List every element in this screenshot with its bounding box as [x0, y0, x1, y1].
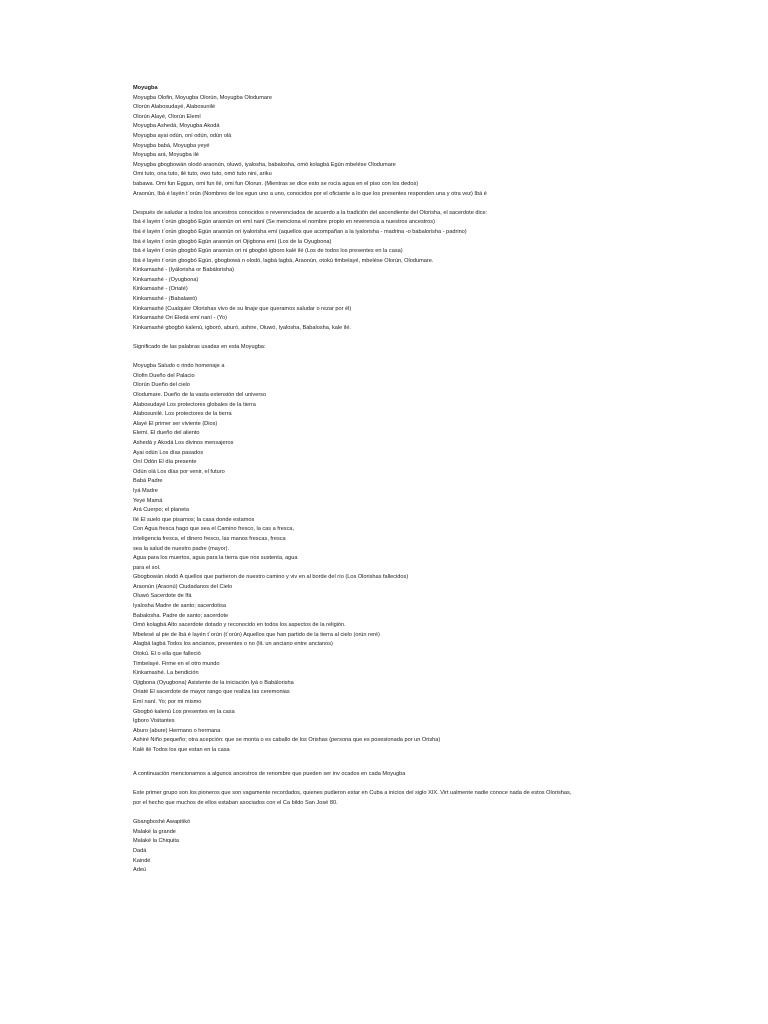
text-line: Oluwó Sacerdote de Ifá — [133, 593, 192, 600]
ancestor-salutation — [133, 209, 753, 334]
text-line: Kalé ilé Todos los que estan en la casa — [133, 746, 230, 753]
text-line: Alabosunilé. Los protectores de la tierra — [133, 411, 232, 418]
text-line: Iyá Madre — [133, 487, 158, 494]
text-line: Olorún Dueño del cielo — [133, 382, 190, 389]
pioneers-paragraph — [133, 789, 753, 808]
text-line: Ojigbona (Oyugbona) Asistente de la iniciación Iyá o Babálorisha — [133, 679, 294, 686]
paragraph-gap — [133, 809, 753, 819]
text-line: Adeú — [133, 867, 147, 874]
text-line: Omó kolagbá Alto sacerdote dotado y reconocido en todos los aspectos de la religión. — [133, 622, 346, 629]
text-line: Babalosha. Padre de santo; sacerdote — [133, 612, 229, 619]
text-line: Con Agua fresca hago que sea el Camino fresco, la cas a fresca, — [133, 526, 295, 533]
text-line: Oriaté El sacerdote de mayor rango que realiza las ceremonias — [133, 689, 290, 696]
text-line: Ashedá y Akodá Los divinos mensajeros — [133, 439, 234, 446]
text-line: Gbangboshé Awapitikó — [133, 819, 191, 826]
paragraph-gap — [133, 333, 753, 343]
text-line: Moyugba babá, Moyugba yeyé — [133, 142, 210, 149]
text-line: Dadá — [133, 847, 147, 854]
text-line: Araonún, Ibá é layén t´orún (Nombres de los egun uno a uno, conocidos por el oficiante a lo que los presentes responden una y otra vez) Ibá é — [133, 190, 487, 197]
text-line: inteligencia fresca, el dinero fresco, las manos frescas, fresca — [133, 535, 286, 542]
text-line: Mbelesé al pie de Ibá é layén t´orún (t´orún) Aquellos que han partido de la tierra al cielo (orún reré) — [133, 631, 380, 638]
text-line: Aburo (abure) Hermano o hermana — [133, 727, 221, 734]
text-line: Moyugba Ashedá, Moyugba Akodá — [133, 123, 220, 130]
paragraph-gap — [133, 353, 753, 363]
text-line: Agua para los muertos, agua para la tierra que nos sustenta, agua — [133, 555, 298, 562]
text-line: Moyugba ará, Moyugba ilé — [133, 152, 199, 159]
text-line: Omi tuto, ona tuto, ilé tuto, owo tuto, omó tuto nini, ariku — [133, 171, 272, 178]
text-line: para el sol. — [133, 564, 161, 571]
paragraph-gap — [133, 780, 753, 790]
text-line: Elemí. El dueño del aliento — [133, 430, 200, 437]
text-line: Ará Cuerpo; el planeta — [133, 507, 189, 514]
text-line: Oní Odón El día presente — [133, 459, 197, 466]
text-line: Igboro Visitantes — [133, 718, 175, 725]
text-line: Kinkamashé - (Oyugbona) — [133, 276, 199, 283]
text-line: Olodumare. Dueño de la vasta extensión del universo — [133, 392, 267, 398]
document-title: Moyugba — [133, 85, 158, 91]
text-line: Moyugba ayai odún, oní odún, odún olá — [133, 132, 232, 139]
paragraph-gap — [133, 199, 753, 209]
text-line: Kinkamashé Ori Eledá emí naní - (Yo) — [133, 315, 227, 322]
text-line: Kinkamashé. La bendición — [133, 670, 199, 677]
text-line: Ibá é layén t´orún gbogbó Egún araonún ori ni gbogbó igboro kalé ilé (Los de todos los presentes en la casa) — [133, 248, 403, 255]
text-line: Moyugba Saludo o rindo homenaje a — [133, 363, 225, 370]
text-line: Kaindé — [133, 857, 151, 864]
moyugba-invocation — [133, 94, 753, 200]
text-line: Olorún Alabosudayé, Alabosunilé — [133, 104, 216, 111]
text-line: Moyugba gbogbowán olodó araonún, oluwó, iyalosha, babalosha, omó kolagbá Egún mbelése Olodumare — [133, 161, 396, 168]
ancestors-intro — [133, 770, 753, 780]
glossary-list — [133, 362, 753, 755]
text-line: Kinkamashé gbogbó kalenú, igboró, aburó, ashire, Oluwó, Iyalosha, Babalosha, kale ilé. — [133, 324, 351, 331]
text-line: Gbogbowán olodó A quellos que partieron de nuestro camino y viv en al borde del río (Los Olorishas fallecidos) — [133, 574, 409, 581]
text-line: sea la salud de nuestro padre (mayor). — [133, 545, 230, 552]
text-line: Babá Padre — [133, 478, 163, 485]
text-line: Yeyé Mamá — [133, 497, 163, 504]
text-line: Kinkamashé (Cualquier Olorishas vivo de su linaje que queramos saludar o rezar por él) — [133, 305, 352, 312]
text-line: Alagbá lagbá Todos los ancianos, presentes o no (lit. un anciano entre ancianos) — [133, 641, 333, 648]
text-line: Iyalosha Madre de santo; sacerdotisa — [133, 603, 226, 610]
text-line: Odún olá Los días por venir, el futuro — [133, 468, 225, 475]
text-line: Ibá é layén t´orún gbogbó Egún araonún ori Ojigbona emí (Los de la Oyugbona) — [133, 238, 332, 245]
text-line: Otokú. El o ella que falleció — [133, 651, 201, 658]
text-line: Timbelayé. Firme en el otro mundo — [133, 660, 220, 667]
document-page — [133, 84, 753, 876]
text-line: Malaké la Chiquita — [133, 838, 180, 845]
text-line: Kinkamashé - (Iyálorisha or Babálorisha) — [133, 267, 235, 274]
text-line: A continuación mencionamos a algunos ancestros de renombre que pueden ser inv ocados en cada Moyugba — [133, 771, 406, 778]
glossary-heading: Significado de las palabras usadas en esta Moyugba: — [133, 344, 266, 351]
text-line: Malaké la grande — [133, 828, 176, 835]
text-line: Después de saludar a todos los ancestros conocidos o reverenciados de acuerdo a la tradición del ascendiente del Olorisha, el sacerdote dice: — [133, 209, 488, 216]
text-line: Kinkamashé - (Babalawó) — [133, 296, 198, 303]
text-line: Ibá é layén t´orún gbogbó Egún, gbogbowá n olodó, lagbá lagbá, Araonún, otokú timbelayé, mbelése Olorún, Olodumare. — [133, 257, 434, 264]
text-line: Ashiré Niño pequeño; otra acepción: que se monta o es caballo de los Orishas (persona que es posesionada por un Orisha) — [133, 737, 441, 744]
text-line: Olorún Alayé, Olorún Elemí — [133, 113, 201, 120]
text-line: Este primer grupo son los pioneros que son vagamente recordados, quienes pudieron estar en Cuba a inicios del siglo XIX. Virt ualmente nadie conoce nada de estos Olorishas, — [133, 790, 572, 797]
text-line: Ayai odún Los días pasados — [133, 449, 204, 456]
text-line: Alabosudayé Los protectores globales de la tierra — [133, 401, 256, 408]
text-line: Emí naní. Yo; por mi mismo — [133, 699, 202, 705]
text-line: Araonún (Araonú) Ciudadanos del Cielo — [133, 583, 233, 590]
text-line: Moyugba Olofin, Moyugba Olorún, Moyugba Olodumare — [133, 94, 272, 101]
text-line: por el hecho que muchos de ellos estaban asociados con el Ca bildo San José 80. — [133, 799, 338, 806]
text-line: babawa. Omi fun Eggun, omi fun ilé, omi fun Olorun. (Mientras se dice esto se rocía agua en el piso con los dedos) — [133, 180, 419, 187]
text-line: Alayé El primer ser viviente (Dios) — [133, 420, 218, 427]
ancestor-names-list — [133, 818, 753, 876]
paragraph-gap — [133, 756, 753, 766]
text-line: Ibá é layén t´orún gbogbó Egún araonún ori iyalorisha emí (aquellos que acompañan a la iyalorisha - madrina -o babalorisha - padrino) — [133, 228, 467, 235]
text-line: Gbogbó kalenú Los presentes en la casa — [133, 708, 235, 715]
text-line: Kinkamashé - (Oriaté) — [133, 286, 188, 293]
text-line: Olofin Dueño del Palacio — [133, 372, 195, 379]
text-line: Ilé El suelo que pisamos; la casa donde estamos — [133, 516, 255, 523]
text-line: Ibá é layén t´orún gbogbó Egún araonún ori emí naní (Se menciona el nombre propio en reverencia a nuestros ancestros) — [133, 219, 435, 226]
